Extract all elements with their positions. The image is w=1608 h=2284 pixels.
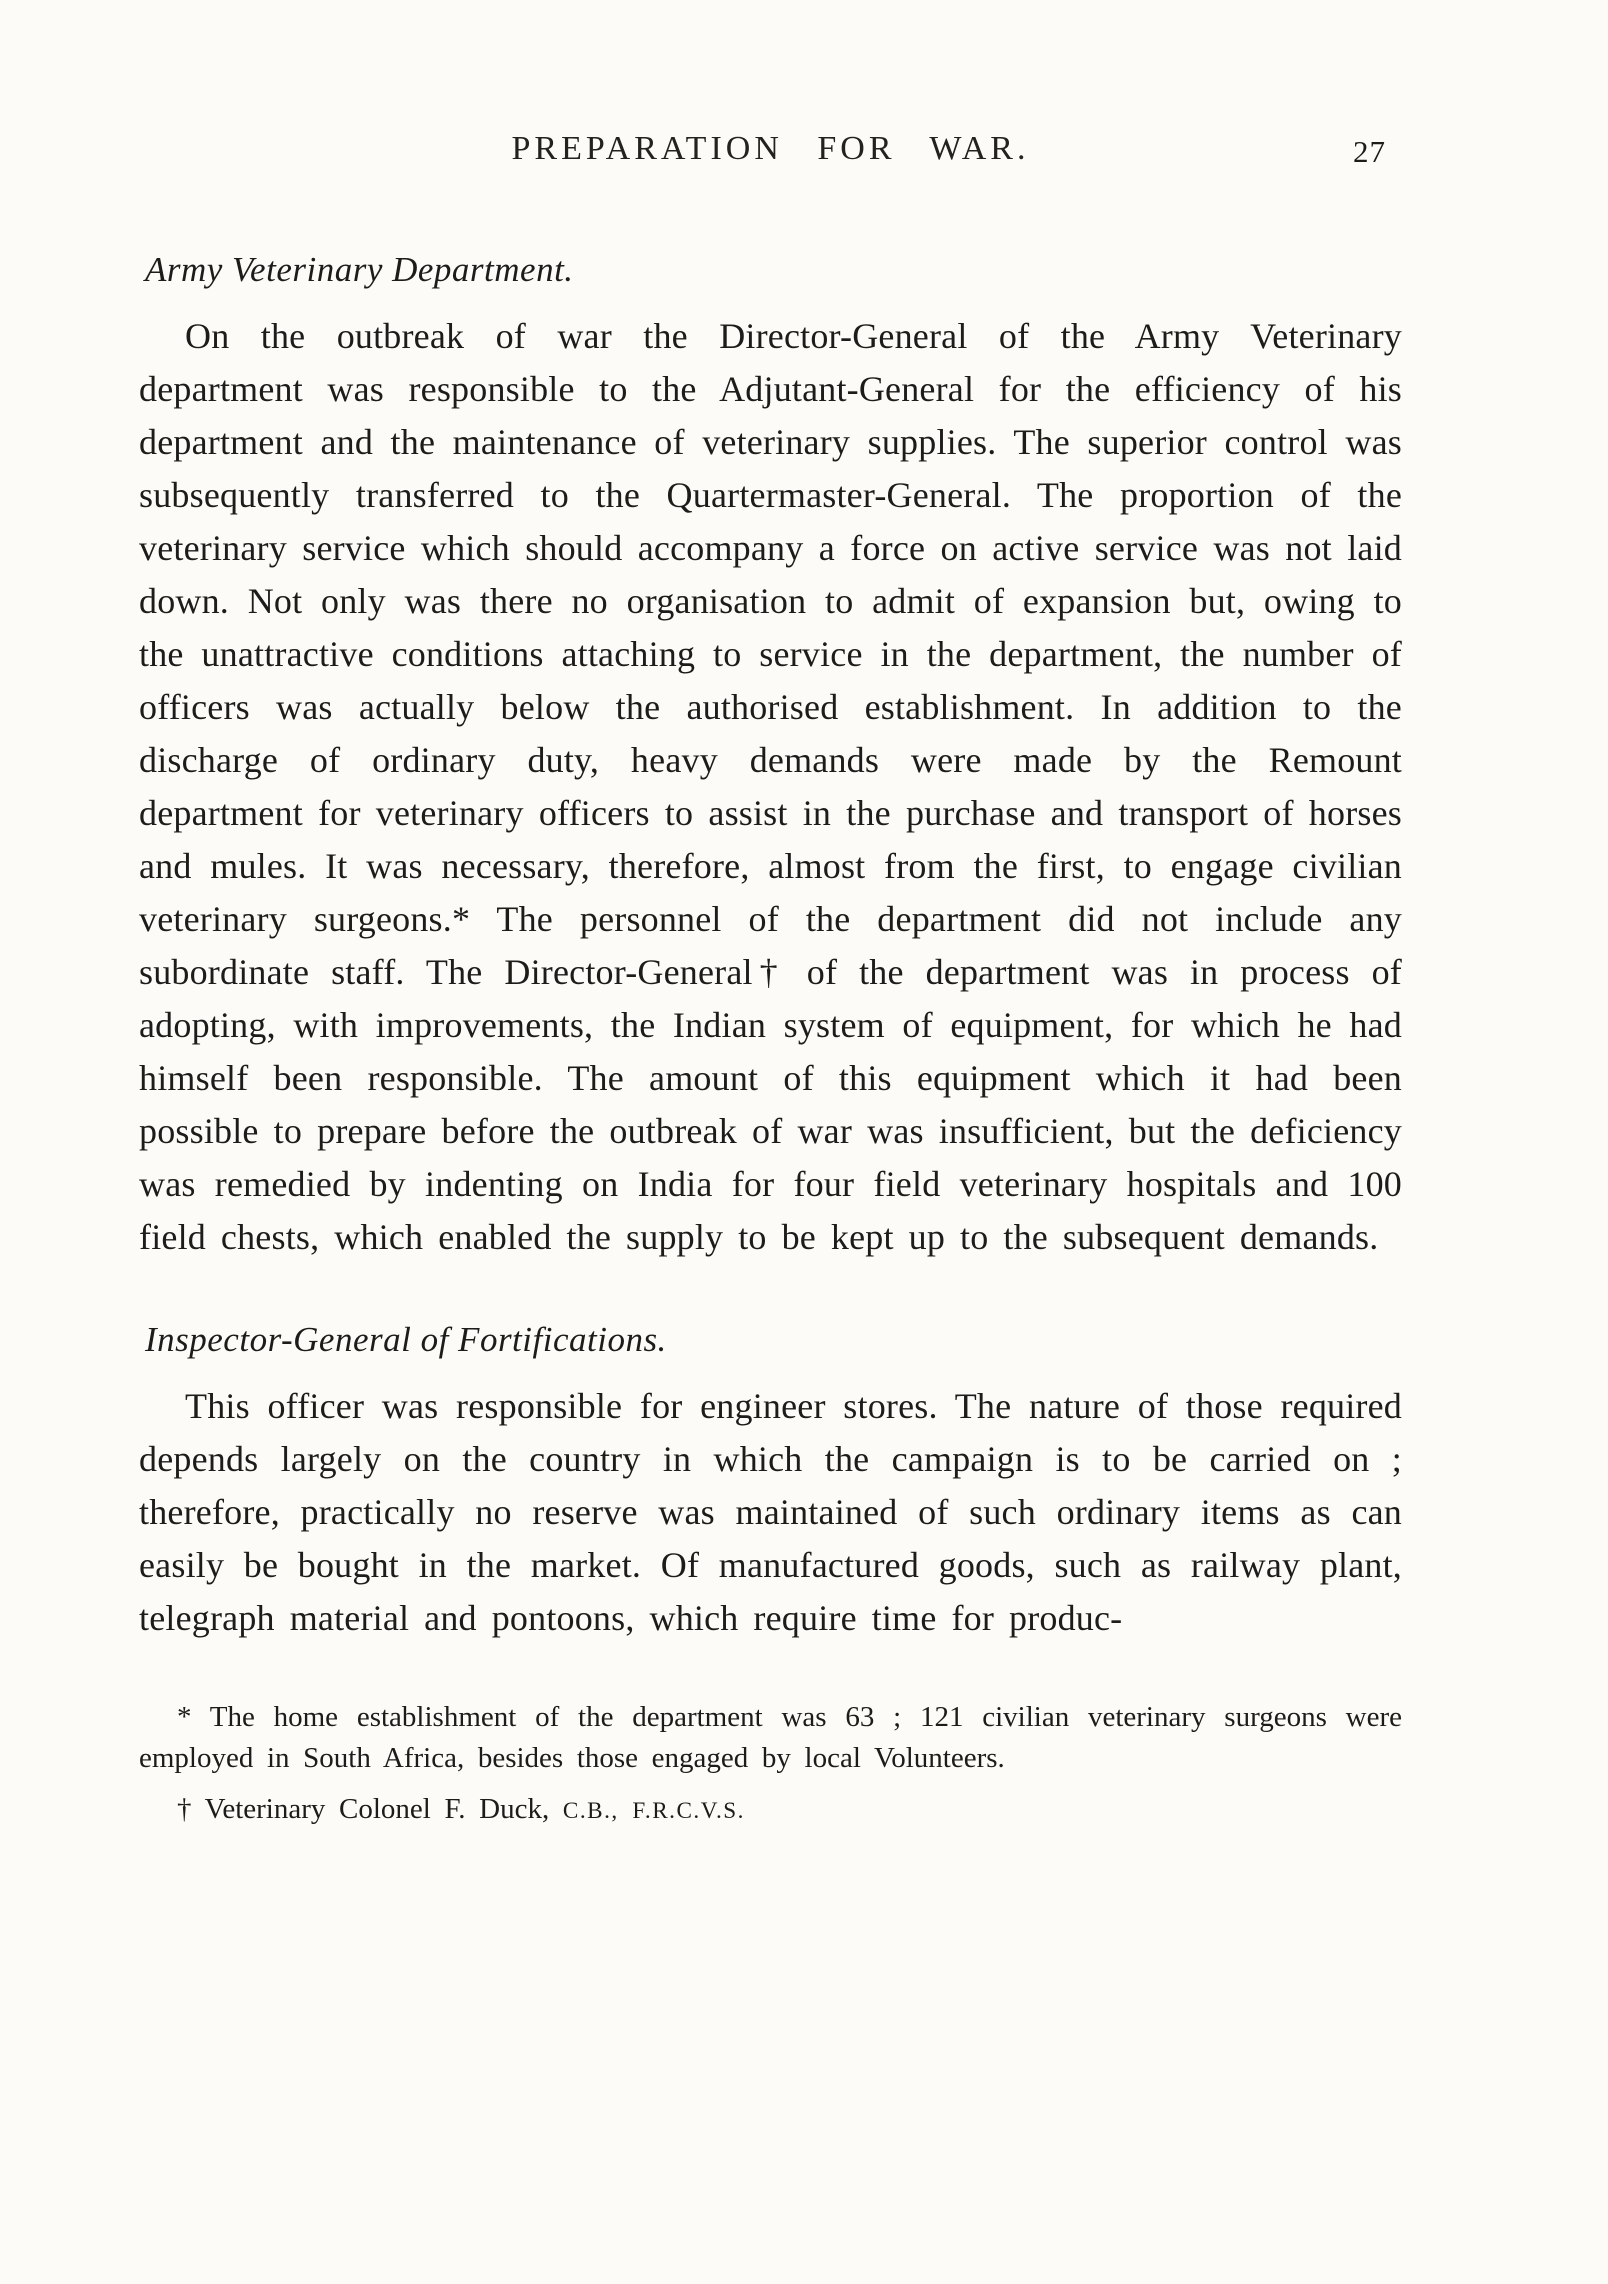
section-heading: Inspector-General of Fortifications. (145, 1320, 667, 1359)
section-army-veterinary-department (139, 250, 1402, 1264)
footnotes (139, 1697, 1402, 1832)
footnote-postnominals: C.B., F.R.C.V.S. (562, 1798, 745, 1824)
footnote-text: * The home establishment of the department was 63 ; 121 civilian veterinary surgeons were employed in South Africa, besides those engaged by local Volunteers. (139, 1701, 1402, 1774)
page-body (139, 250, 1402, 1832)
paragraph: This officer was responsible for engineer stores. The nature of those required depends largely on the country in which the campaign is to be carried on ; therefore, practically no reserve was maintained of such ordinary items as can easily be bought in the market. Of manufactured goods, such as railway plant, telegraph material and pontoons, which require time for produc- (139, 1386, 1402, 1638)
section-heading: Army Veterinary Department. (145, 250, 574, 289)
footnote-dagger (139, 1789, 1402, 1832)
footnote-text: † Veterinary Colonel F. Duck, (177, 1793, 563, 1825)
section-inspector-general-of-fortifications (139, 1320, 1402, 1645)
footnote-asterisk (139, 1697, 1402, 1779)
page-header (139, 130, 1402, 178)
page-number: 27 (1353, 134, 1386, 169)
running-title: PREPARATION FOR WAR. (511, 130, 1030, 167)
paragraph: On the outbreak of war the Director-General of the Army Veterinary department was responsible to the Adjutant-General for the efficiency of his department and the maintenance of veterinary supplies. The superior control was subsequently transferred to the Quartermaster-General. The proportion of the veterinary service which should accompany a force on active service was not laid down. Not only was there no organisation to admit of expansion but, owing to the unattractive conditions attaching to service in the department, the number of officers was actually below the authorised establishment. In addition to the discharge of ordinary duty, heavy demands were made by the Remount department for veterinary officers to assist in the purchase and transport of horses and mules. It was necessary, therefore, almost from the first, to engage civilian veterinary surgeons.* The personnel of the department did not include any subordinate staff. The Director-General† of the department was in process of adopting, with improvements, the Indian system of equipment, for which he had himself been responsible. The amount of this equipment which it had been possible to prepare before the outbreak of war was insufficient, but the deficiency was remedied by indenting on India for four field veterinary hospitals and 100 field chests, which enabled the supply to be kept up to the subsequent demands. (139, 316, 1402, 1257)
